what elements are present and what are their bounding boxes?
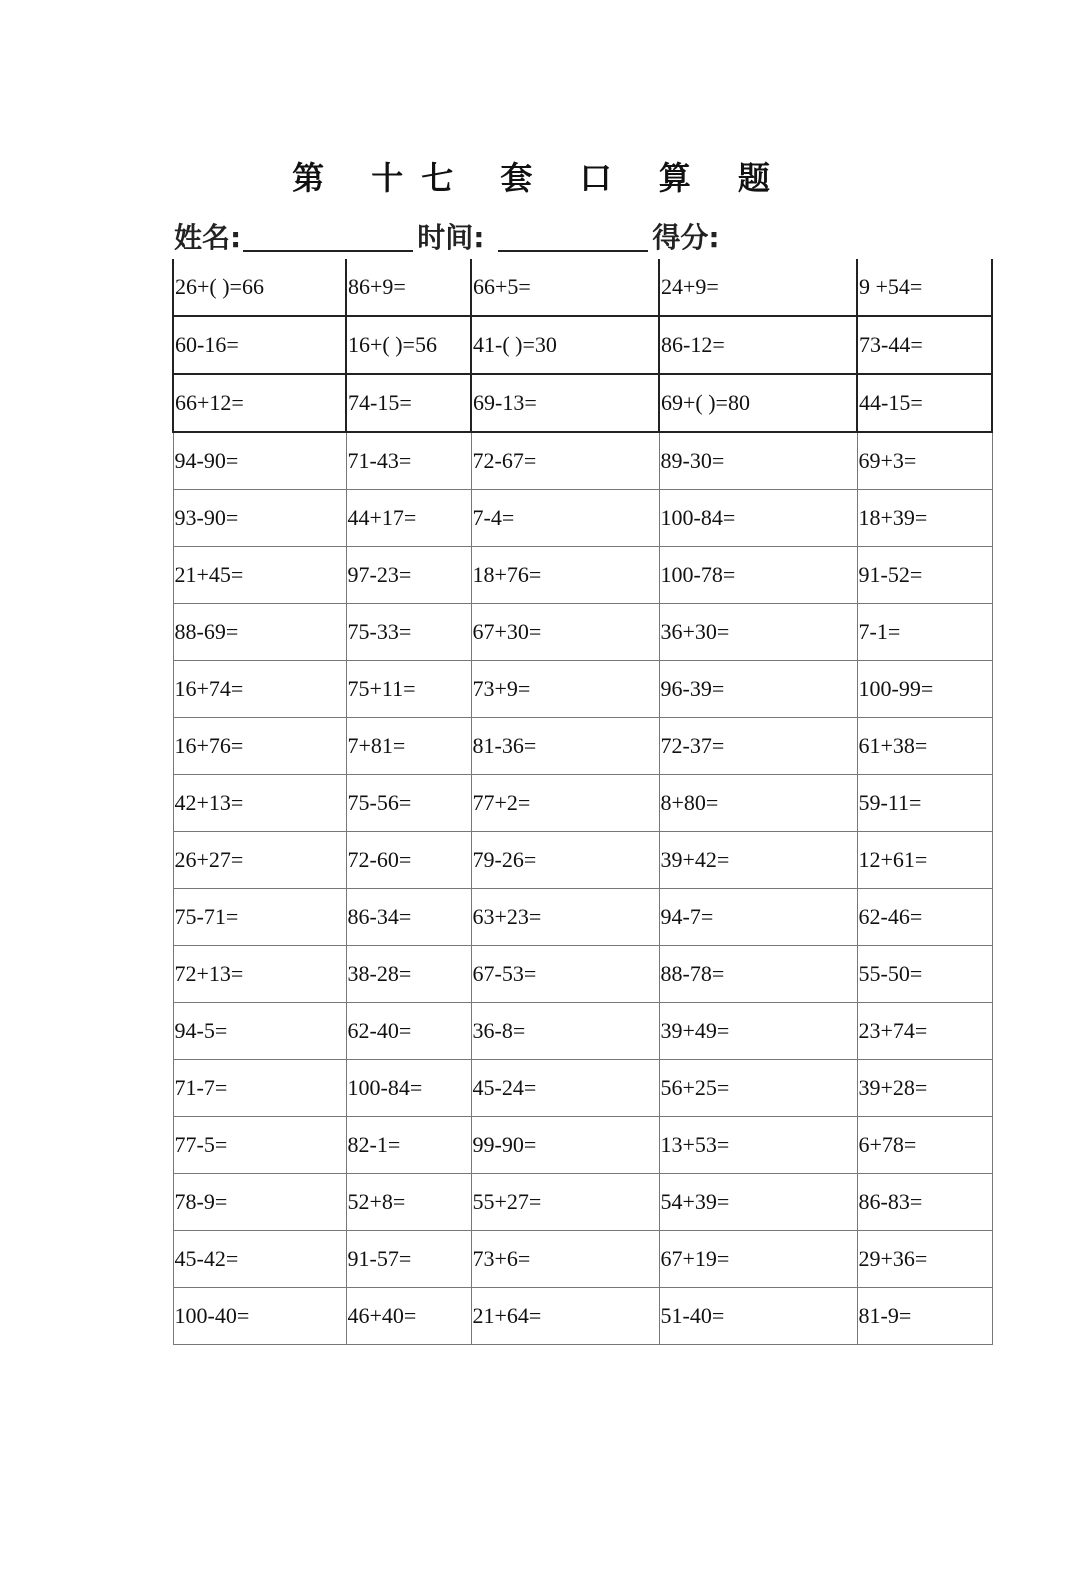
table-row [173, 775, 992, 832]
problem-cell: 62-46= [857, 889, 992, 946]
problem-cell: 73-44= [857, 316, 992, 374]
table-row [173, 316, 992, 374]
problem-cell: 86-12= [659, 316, 857, 374]
problem-cell: 86-83= [857, 1174, 992, 1231]
problem-cell: 39+49= [659, 1003, 857, 1060]
problem-cell: 69-13= [471, 374, 659, 432]
problem-cell: 72+13= [173, 946, 346, 1003]
problem-cell: 21+45= [173, 547, 346, 604]
problem-cell: 7-4= [471, 490, 659, 547]
problem-cell: 86+9= [346, 259, 471, 316]
problem-cell: 60-16= [173, 316, 346, 374]
problem-cell: 39+28= [857, 1060, 992, 1117]
problem-cell: 36-8= [471, 1003, 659, 1060]
problem-cell: 69+3= [857, 432, 992, 490]
problem-cell: 73+6= [471, 1231, 659, 1288]
problem-cell: 81-36= [471, 718, 659, 775]
problem-cell: 75-33= [346, 604, 471, 661]
problem-cell: 18+76= [471, 547, 659, 604]
problem-cell: 45-42= [173, 1231, 346, 1288]
problem-cell: 77+2= [471, 775, 659, 832]
problem-cell: 74-15= [346, 374, 471, 432]
table-row [173, 889, 992, 946]
problem-cell: 51-40= [659, 1288, 857, 1345]
problem-cell: 91-52= [857, 547, 992, 604]
problem-cell: 7+81= [346, 718, 471, 775]
problem-cell: 62-40= [346, 1003, 471, 1060]
problem-cell: 72-37= [659, 718, 857, 775]
problem-cell: 82-1= [346, 1117, 471, 1174]
problem-cell: 46+40= [346, 1288, 471, 1345]
problem-cell: 41-( )=30 [471, 316, 659, 374]
problem-cell: 67+30= [471, 604, 659, 661]
problem-cell: 100-84= [659, 490, 857, 547]
problem-cell: 71-7= [173, 1060, 346, 1117]
problem-cell: 52+8= [346, 1174, 471, 1231]
problem-cell: 89-30= [659, 432, 857, 490]
problem-cell: 96-39= [659, 661, 857, 718]
problem-cell: 13+53= [659, 1117, 857, 1174]
table-row [173, 718, 992, 775]
problem-cell: 36+30= [659, 604, 857, 661]
problem-cell: 44+17= [346, 490, 471, 547]
student-info-line [174, 208, 720, 258]
problem-cell: 44-15= [857, 374, 992, 432]
problem-cell: 88-69= [173, 604, 346, 661]
problem-cell: 72-60= [346, 832, 471, 889]
problem-cell: 26+27= [173, 832, 346, 889]
problem-cell: 24+9= [659, 259, 857, 316]
table-row [173, 1060, 992, 1117]
problem-cell: 61+38= [857, 718, 992, 775]
problem-cell: 75-56= [346, 775, 471, 832]
problem-cell: 75+11= [346, 661, 471, 718]
problem-cell: 75-71= [173, 889, 346, 946]
problem-cell: 71-43= [346, 432, 471, 490]
problem-cell: 77-5= [173, 1117, 346, 1174]
problem-cell: 39+42= [659, 832, 857, 889]
problem-cell: 26+( )=66 [173, 259, 346, 316]
time-label: 时间: [417, 221, 485, 254]
table-row [173, 374, 992, 432]
problem-cell: 7-1= [857, 604, 992, 661]
problem-cell: 8+80= [659, 775, 857, 832]
problem-cell: 16+76= [173, 718, 346, 775]
name-label: 姓名: [174, 221, 242, 254]
problem-cell: 67-53= [471, 946, 659, 1003]
problem-cell: 88-78= [659, 946, 857, 1003]
problem-cell: 72-67= [471, 432, 659, 490]
table-row [173, 490, 992, 547]
problem-cell: 18+39= [857, 490, 992, 547]
table-row [173, 1288, 992, 1345]
problem-cell: 99-90= [471, 1117, 659, 1174]
problem-cell: 66+12= [173, 374, 346, 432]
problem-cell: 69+( )=80 [659, 374, 857, 432]
problem-cell: 16+( )=56 [346, 316, 471, 374]
score-label: 得分: [652, 221, 720, 254]
problem-table [172, 259, 993, 1345]
table-row [173, 946, 992, 1003]
problem-cell: 16+74= [173, 661, 346, 718]
problem-cell: 100-78= [659, 547, 857, 604]
problem-cell: 79-26= [471, 832, 659, 889]
problem-cell: 59-11= [857, 775, 992, 832]
problem-cell: 66+5= [471, 259, 659, 316]
table-row [173, 259, 992, 316]
name-blank[interactable] [243, 214, 413, 252]
problem-cell: 21+64= [471, 1288, 659, 1345]
problem-cell: 56+25= [659, 1060, 857, 1117]
table-row [173, 604, 992, 661]
table-row [173, 1003, 992, 1060]
problem-cell: 97-23= [346, 547, 471, 604]
problem-cell: 94-7= [659, 889, 857, 946]
table-row [173, 832, 992, 889]
problem-cell: 9 +54= [857, 259, 992, 316]
table-row [173, 661, 992, 718]
problem-cell: 63+23= [471, 889, 659, 946]
problem-cell: 93-90= [173, 490, 346, 547]
problem-cell: 91-57= [346, 1231, 471, 1288]
problem-cell: 6+78= [857, 1117, 992, 1174]
page-title: 第 十七 套 口 算 题 [292, 159, 788, 197]
problem-cell: 23+74= [857, 1003, 992, 1060]
time-blank[interactable] [498, 214, 648, 252]
table-row [173, 1231, 992, 1288]
problem-cell: 12+61= [857, 832, 992, 889]
problem-cell: 55+27= [471, 1174, 659, 1231]
problem-cell: 42+13= [173, 775, 346, 832]
problem-cell: 29+36= [857, 1231, 992, 1288]
table-row [173, 547, 992, 604]
problem-cell: 100-99= [857, 661, 992, 718]
problem-cell: 100-84= [346, 1060, 471, 1117]
problem-cell: 54+39= [659, 1174, 857, 1231]
problem-cell: 67+19= [659, 1231, 857, 1288]
table-row [173, 1117, 992, 1174]
table-row [173, 432, 992, 490]
problem-cell: 73+9= [471, 661, 659, 718]
problem-cell: 78-9= [173, 1174, 346, 1231]
problem-cell: 55-50= [857, 946, 992, 1003]
problem-cell: 81-9= [857, 1288, 992, 1345]
problem-cell: 94-5= [173, 1003, 346, 1060]
problem-cell: 45-24= [471, 1060, 659, 1117]
problem-cell: 94-90= [173, 432, 346, 490]
problem-cell: 38-28= [346, 946, 471, 1003]
problem-cell: 100-40= [173, 1288, 346, 1345]
problem-cell: 86-34= [346, 889, 471, 946]
table-row [173, 1174, 992, 1231]
